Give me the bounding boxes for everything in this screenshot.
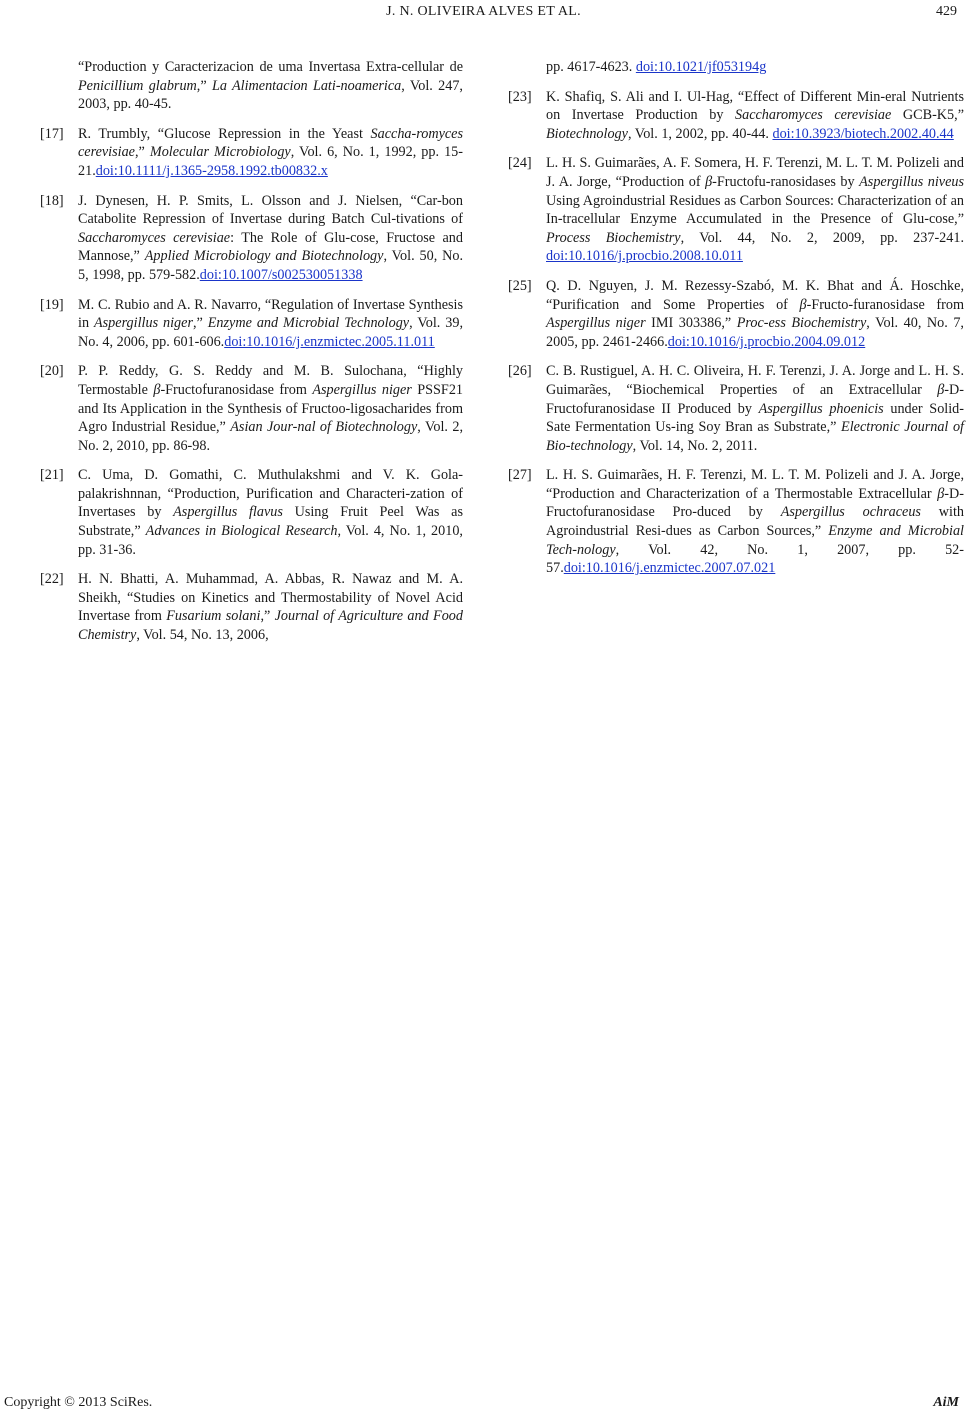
reference-plain-text: L. H. S. Guimarães, H. F. Terenzi, M. L. T. M. Polizeli and J. A. Jorge, “Production and Characterization of a Thermostable Extracellular bbox=[546, 467, 964, 502]
page-footer bbox=[0, 1393, 967, 1413]
reference-entry bbox=[508, 58, 964, 77]
reference-italic-text: β bbox=[937, 381, 945, 398]
reference-italic-text: Aspergillus niger bbox=[93, 315, 193, 332]
reference-italic-text: Aspergillus niger bbox=[312, 381, 412, 398]
reference-plain-text: GCB-K5,” bbox=[891, 107, 964, 124]
reference-plain-text: Using Fruit Peel Was as Substrate,” bbox=[78, 504, 463, 540]
reference-italic-text: Process Biochemistry bbox=[546, 229, 681, 246]
reference-entry bbox=[40, 362, 463, 455]
reference-plain-text: C. Uma, D. Gomathi, C. Muthulakshmi and V. K. Gola-palakrishnnan, “Production, Purification and Characteri-zation of Invertases by bbox=[78, 467, 463, 521]
reference-text bbox=[546, 277, 964, 351]
reference-plain-text: J. Dynesen, H. P. Smits, L. Olsson and J. Nielsen, “Car-bon Catabolite Repression of Invertase during Batch Cul-tivations of bbox=[78, 192, 463, 228]
reference-italic-text: Saccharomyces cerevisiae bbox=[735, 107, 892, 124]
doi-link[interactable]: doi:10.3923/biotech.2002.40.44 bbox=[772, 125, 954, 142]
reference-text bbox=[546, 88, 964, 144]
references-right-column bbox=[508, 58, 964, 589]
reference-plain-text: under Solid-Sate Fermentation Us-ing Soy Bran as Substrate,” bbox=[546, 400, 964, 436]
reference-italic-text: Applied Microbiology and Biotechnology bbox=[144, 248, 384, 265]
reference-number: [27] bbox=[508, 467, 532, 484]
reference-text bbox=[78, 362, 463, 455]
reference-italic-text: Aspergillus flavus bbox=[173, 504, 283, 521]
reference-italic-text: Electronic Journal of Bio-technology bbox=[546, 419, 964, 454]
reference-italic-text: Biotechnology bbox=[546, 125, 628, 142]
reference-plain-text: C. B. Rustiguel, A. H. C. Oliveira, H. F. Terenzi, J. A. Jorge and L. H. S. Guimarães, “Biochemical Properties of an Extracellular bbox=[546, 363, 964, 398]
doi-link[interactable]: doi:10.1016/j.procbio.2008.10.011 bbox=[546, 248, 743, 265]
reference-text bbox=[78, 296, 463, 352]
reference-text bbox=[546, 154, 964, 266]
reference-entry bbox=[40, 296, 463, 352]
reference-italic-text: Aspergillus niveus bbox=[859, 173, 964, 190]
doi-link[interactable]: doi:10.1016/j.enzmictec.2007.07.021 bbox=[563, 560, 776, 577]
reference-italic-text: Enzyme and Microbial Technology bbox=[207, 315, 410, 332]
reference-entry bbox=[40, 58, 463, 114]
reference-number: [19] bbox=[40, 296, 64, 313]
reference-text bbox=[78, 466, 463, 559]
reference-entry bbox=[40, 570, 463, 644]
reference-italic-text: Penicillium glabrum bbox=[78, 77, 197, 94]
reference-entry bbox=[508, 466, 964, 578]
reference-entry bbox=[508, 88, 964, 144]
reference-number: [18] bbox=[40, 192, 64, 209]
reference-plain-text: : The Role of Glu-cose, Fructose and Mannose,” bbox=[78, 229, 463, 265]
reference-entry bbox=[40, 466, 463, 559]
reference-italic-text: β bbox=[705, 173, 713, 190]
reference-plain-text: IMI 303386,” bbox=[645, 315, 737, 332]
reference-italic-text: β bbox=[937, 485, 945, 502]
reference-number: [22] bbox=[40, 571, 64, 588]
reference-plain-text: , Vol. 54, No. 13, 2006, bbox=[136, 627, 269, 644]
reference-plain-text: with Agroindustrial Resi-dues as Carbon Sources,” bbox=[546, 504, 964, 540]
reference-plain-text: -Fructofu-ranosidases by bbox=[712, 173, 860, 190]
reference-entry bbox=[40, 192, 463, 285]
reference-plain-text: , Vol. 39, No. 4, 2006, pp. 601-606. bbox=[78, 315, 463, 350]
reference-italic-text: β bbox=[799, 296, 807, 313]
reference-plain-text: Using Agroindustrial Residues as Carbon Sources: Characterization of an In-tracellular Enzyme Accumulated in the Presence of Glu-cose,” bbox=[546, 192, 964, 228]
reference-number: [25] bbox=[508, 277, 532, 294]
reference-text bbox=[546, 58, 964, 77]
reference-number: [20] bbox=[40, 363, 64, 380]
reference-plain-text: , Vol. 14, No. 2, 2011. bbox=[632, 437, 758, 454]
reference-entry bbox=[508, 154, 964, 266]
reference-italic-text: Advances in Biological Research bbox=[145, 523, 338, 540]
reference-plain-text: ,” bbox=[260, 608, 275, 625]
doi-link[interactable]: doi:10.1111/j.1365-2958.1992.tb00832.x bbox=[95, 162, 328, 179]
reference-entry bbox=[508, 277, 964, 351]
reference-plain-text: “Production y Caracterizacion de uma Invertasa Extra-cellular de bbox=[78, 59, 463, 75]
reference-plain-text: , Vol. 42, No. 1, 2007, pp. 52-57. bbox=[546, 541, 964, 577]
doi-link[interactable]: doi:10.1021/jf053194g bbox=[635, 59, 767, 75]
running-head bbox=[0, 2, 967, 22]
reference-plain-text: K. Shafiq, S. Ali and I. Ul-Hag, “Effect of Different Min-eral Nutrients on Invertase Production by bbox=[546, 88, 964, 124]
reference-italic-text: Molecular Microbiology bbox=[149, 144, 291, 161]
reference-plain-text: , Vol. 1, 2002, pp. 40-44. bbox=[627, 125, 773, 142]
reference-italic-text: Saccha-romyces cerevisiae bbox=[78, 125, 463, 161]
reference-plain-text: , Vol. 44, No. 2, 2009, pp. 237-241. bbox=[680, 229, 964, 246]
page-number: 429 bbox=[936, 4, 957, 19]
copyright-notice: Copyright © 2013 SciRes. bbox=[4, 1395, 153, 1410]
reference-text bbox=[78, 125, 463, 181]
reference-text bbox=[546, 466, 964, 578]
reference-italic-text: β bbox=[153, 381, 161, 398]
reference-plain-text: , Vol. 6, No. 1, 1992, pp. 15-21. bbox=[78, 144, 463, 179]
reference-italic-text: Aspergillus niger bbox=[546, 315, 646, 332]
reference-plain-text: -D-Fructofuranosidase Pro-duced by bbox=[546, 485, 964, 521]
reference-italic-text: Proc-ess Biochemistry bbox=[736, 315, 867, 332]
reference-italic-text: Saccharomyces cerevisiae bbox=[78, 229, 231, 246]
reference-plain-text: , Vol. 50, No. 5, 1998, pp. 579-582. bbox=[78, 248, 464, 283]
reference-entry bbox=[40, 125, 463, 181]
reference-plain-text: R. Trumbly, “Glucose Repression in the Yeast bbox=[78, 125, 371, 142]
reference-plain-text: PSSF21 and Its Application in the Synthesis of Fructoo-ligosacharides from Agro Industrial Residue,” bbox=[78, 381, 464, 436]
reference-plain-text: L. H. S. Guimarães, A. F. Somera, H. F. Terenzi, M. L. T. M. Polizeli and J. A. Jorge, “Production of bbox=[546, 155, 964, 190]
running-head-authors: J. N. OLIVEIRA ALVES ET AL. bbox=[386, 4, 581, 19]
reference-number: [26] bbox=[508, 363, 532, 380]
reference-italic-text: Aspergillus phoenicis bbox=[758, 400, 884, 417]
reference-plain-text: -Fructo-furanosidase from bbox=[806, 296, 964, 313]
reference-plain-text: , Vol. 4, No. 1, 2010, pp. 31-36. bbox=[78, 523, 463, 558]
journal-abbreviation: AiM bbox=[933, 1395, 959, 1410]
reference-plain-text: M. C. Rubio and A. R. Navarro, “Regulation of Invertase Synthesis in bbox=[78, 296, 463, 332]
reference-italic-text: Fusarium solani bbox=[166, 608, 261, 625]
reference-number: [17] bbox=[40, 125, 64, 142]
reference-plain-text: pp. 4617-4623. bbox=[546, 59, 636, 75]
reference-number: [21] bbox=[40, 467, 64, 484]
reference-plain-text: ,” bbox=[196, 77, 212, 94]
reference-italic-text: Journal of Agriculture and Food Chemistry bbox=[78, 608, 463, 644]
reference-plain-text: -D-Fructofuranosidase II Produced by bbox=[546, 381, 964, 417]
reference-plain-text: , Vol. 2, No. 2, 2010, pp. 86-98. bbox=[78, 419, 463, 454]
references-left-column bbox=[40, 58, 463, 656]
reference-plain-text: H. N. Bhatti, A. Muhammad, A. Abbas, R. Nawaz and M. A. Sheikh, “Studies on Kinetics and Thermostability of Novel Acid Invertase from bbox=[78, 571, 463, 625]
reference-number: [23] bbox=[508, 88, 532, 105]
reference-text bbox=[78, 192, 463, 285]
reference-italic-text: Enzyme and Microbial Tech-nology bbox=[546, 523, 964, 558]
reference-plain-text: Q. D. Nguyen, J. M. Rezessy-Szabó, M. K. Bhat and Á. Hoschke, “Purification and Some Properties of bbox=[546, 277, 964, 313]
reference-italic-text: Aspergillus ochraceus bbox=[780, 504, 921, 521]
doi-link[interactable]: doi:10.1016/j.procbio.2004.09.012 bbox=[667, 333, 866, 350]
reference-number: [24] bbox=[508, 155, 532, 172]
reference-plain-text: , Vol. 247, 2003, pp. 40-45. bbox=[78, 77, 463, 113]
doi-link[interactable]: doi:10.1016/j.enzmictec.2005.11.011 bbox=[224, 333, 435, 350]
reference-plain-text: ,” bbox=[134, 144, 150, 161]
reference-text bbox=[546, 362, 964, 455]
reference-plain-text: P. P. Reddy, G. S. Reddy and M. B. Sulochana, “Highly Termostable bbox=[78, 363, 463, 398]
doi-link[interactable]: doi:10.1007/s002530051338 bbox=[199, 266, 363, 283]
reference-text bbox=[78, 58, 463, 114]
reference-text bbox=[78, 570, 463, 644]
reference-plain-text: ,” bbox=[192, 315, 208, 332]
reference-italic-text: La Alimentacion Lati-noamerica bbox=[211, 77, 402, 94]
reference-italic-text: Asian Jour-nal of Biotechnology bbox=[230, 419, 418, 436]
reference-plain-text: , Vol. 40, No. 7, 2005, pp. 2461-2466. bbox=[546, 315, 964, 350]
reference-plain-text: -Fructofuranosidase from bbox=[160, 381, 313, 398]
reference-entry bbox=[508, 362, 964, 455]
